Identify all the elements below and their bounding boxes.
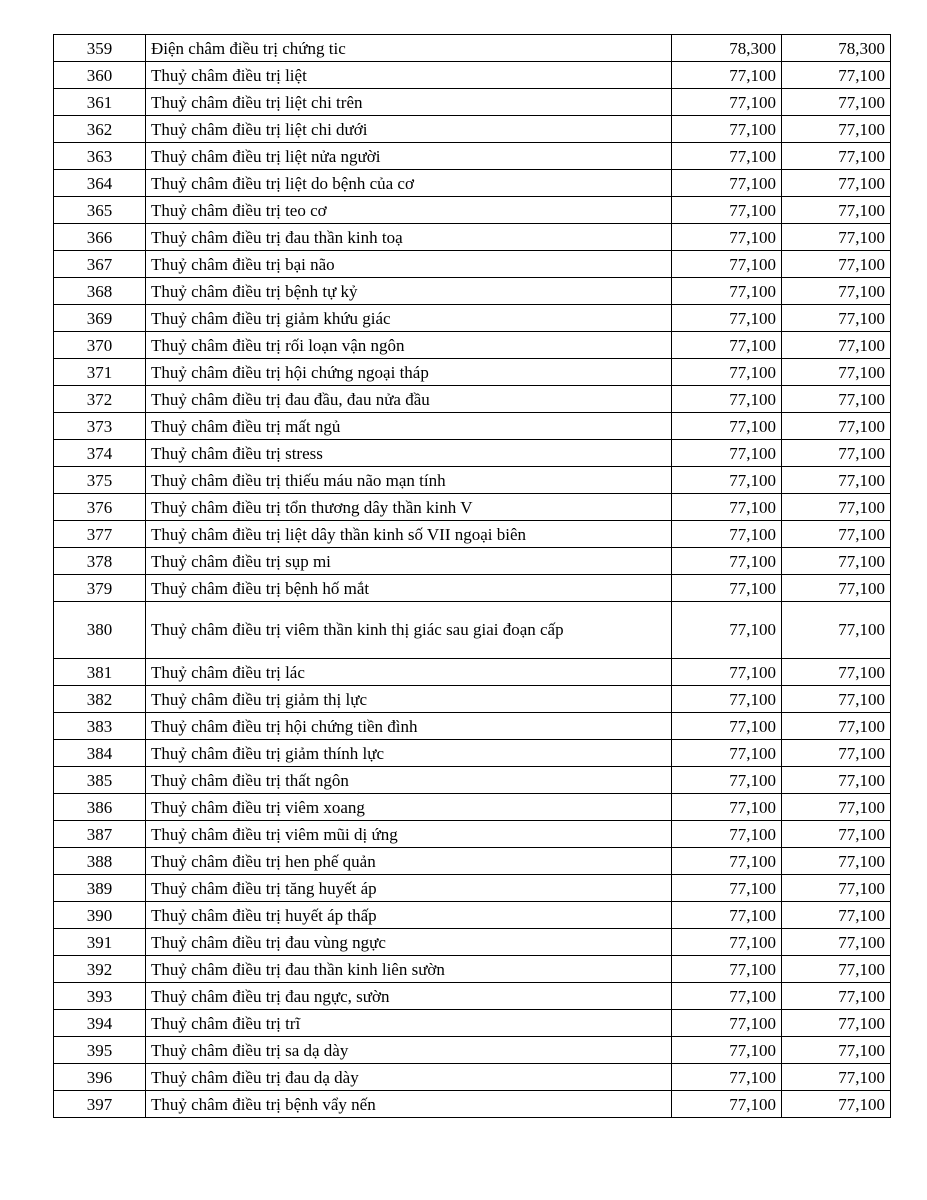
service-name-cell: Thuỷ châm điều trị bệnh vẩy nến [146, 1091, 672, 1118]
table-row [54, 767, 891, 794]
price-cell-2: 77,100 [782, 467, 891, 494]
price-cell-1: 77,100 [672, 494, 782, 521]
row-number-cell: 361 [54, 89, 146, 116]
price-cell-1: 77,100 [672, 305, 782, 332]
price-cell-2: 77,100 [782, 929, 891, 956]
service-name-cell: Thuỷ châm điều trị đau thần kinh toạ [146, 224, 672, 251]
price-cell-2: 77,100 [782, 386, 891, 413]
price-cell-2: 77,100 [782, 143, 891, 170]
price-cell-2: 77,100 [782, 170, 891, 197]
table-row [54, 1010, 891, 1037]
service-name-cell: Thuỷ châm điều trị thất ngôn [146, 767, 672, 794]
price-cell-1: 77,100 [672, 224, 782, 251]
price-cell-1: 77,100 [672, 278, 782, 305]
price-cell-2: 77,100 [782, 305, 891, 332]
price-cell-1: 77,100 [672, 359, 782, 386]
price-cell-1: 77,100 [672, 62, 782, 89]
price-cell-1: 77,100 [672, 602, 782, 659]
price-cell-2: 78,300 [782, 35, 891, 62]
price-cell-2: 77,100 [782, 740, 891, 767]
service-name-cell: Thuỷ châm điều trị liệt nửa người [146, 143, 672, 170]
price-cell-2: 77,100 [782, 224, 891, 251]
row-number-cell: 393 [54, 983, 146, 1010]
service-name-cell: Thuỷ châm điều trị đau thần kinh liên sườn [146, 956, 672, 983]
service-name-cell: Thuỷ châm điều trị tăng huyết áp [146, 875, 672, 902]
row-number-cell: 382 [54, 686, 146, 713]
row-number-cell: 372 [54, 386, 146, 413]
row-number-cell: 374 [54, 440, 146, 467]
price-cell-2: 77,100 [782, 575, 891, 602]
price-cell-2: 77,100 [782, 548, 891, 575]
service-name-cell: Thuỷ châm điều trị huyết áp thấp [146, 902, 672, 929]
price-cell-1: 77,100 [672, 440, 782, 467]
table-row [54, 686, 891, 713]
price-cell-1: 77,100 [672, 875, 782, 902]
service-name-cell: Thuỷ châm điều trị liệt dây thần kinh số VII ngoại biên [146, 521, 672, 548]
service-name-cell: Thuỷ châm điều trị bệnh hố mắt [146, 575, 672, 602]
row-number-cell: 375 [54, 467, 146, 494]
table-row [54, 602, 891, 659]
service-name-cell: Thuỷ châm điều trị viêm thần kinh thị giác sau giai đoạn cấp [146, 602, 672, 659]
price-cell-1: 77,100 [672, 713, 782, 740]
row-number-cell: 371 [54, 359, 146, 386]
service-name-cell: Thuỷ châm điều trị giảm thị lực [146, 686, 672, 713]
row-number-cell: 366 [54, 224, 146, 251]
price-cell-2: 77,100 [782, 440, 891, 467]
table-row [54, 62, 891, 89]
price-cell-1: 77,100 [672, 332, 782, 359]
table-row [54, 575, 891, 602]
service-name-cell: Thuỷ châm điều trị sa dạ dày [146, 1037, 672, 1064]
table-row [54, 929, 891, 956]
price-cell-2: 77,100 [782, 521, 891, 548]
row-number-cell: 378 [54, 548, 146, 575]
row-number-cell: 397 [54, 1091, 146, 1118]
price-cell-2: 77,100 [782, 713, 891, 740]
price-cell-2: 77,100 [782, 1037, 891, 1064]
service-name-cell: Thuỷ châm điều trị teo cơ [146, 197, 672, 224]
row-number-cell: 360 [54, 62, 146, 89]
price-cell-2: 77,100 [782, 89, 891, 116]
table-row [54, 170, 891, 197]
service-name-cell: Thuỷ châm điều trị viêm xoang [146, 794, 672, 821]
service-name-cell: Điện châm điều trị chứng tic [146, 35, 672, 62]
service-name-cell: Thuỷ châm điều trị stress [146, 440, 672, 467]
row-number-cell: 363 [54, 143, 146, 170]
row-number-cell: 395 [54, 1037, 146, 1064]
price-cell-1: 77,100 [672, 1010, 782, 1037]
row-number-cell: 364 [54, 170, 146, 197]
price-cell-2: 77,100 [782, 848, 891, 875]
price-cell-2: 77,100 [782, 359, 891, 386]
service-name-cell: Thuỷ châm điều trị đau đầu, đau nửa đầu [146, 386, 672, 413]
table-row [54, 116, 891, 143]
price-table [53, 34, 891, 1118]
price-cell-1: 77,100 [672, 413, 782, 440]
table-row [54, 821, 891, 848]
row-number-cell: 381 [54, 659, 146, 686]
row-number-cell: 385 [54, 767, 146, 794]
table-row [54, 332, 891, 359]
row-number-cell: 362 [54, 116, 146, 143]
row-number-cell: 373 [54, 413, 146, 440]
service-name-cell: Thuỷ châm điều trị liệt chi dưới [146, 116, 672, 143]
row-number-cell: 387 [54, 821, 146, 848]
price-cell-1: 77,100 [672, 956, 782, 983]
table-row [54, 659, 891, 686]
row-number-cell: 384 [54, 740, 146, 767]
price-cell-1: 77,100 [672, 116, 782, 143]
price-cell-1: 77,100 [672, 1091, 782, 1118]
price-cell-2: 77,100 [782, 494, 891, 521]
price-cell-1: 77,100 [672, 929, 782, 956]
service-name-cell: Thuỷ châm điều trị tổn thương dây thần kinh V [146, 494, 672, 521]
service-name-cell: Thuỷ châm điều trị liệt chi trên [146, 89, 672, 116]
row-number-cell: 370 [54, 332, 146, 359]
price-cell-2: 77,100 [782, 116, 891, 143]
table-row [54, 143, 891, 170]
service-name-cell: Thuỷ châm điều trị mất ngủ [146, 413, 672, 440]
price-cell-1: 77,100 [672, 386, 782, 413]
price-cell-1: 77,100 [672, 902, 782, 929]
table-row [54, 251, 891, 278]
service-name-cell: Thuỷ châm điều trị liệt do bệnh của cơ [146, 170, 672, 197]
table-row [54, 983, 891, 1010]
service-name-cell: Thuỷ châm điều trị viêm mũi dị ứng [146, 821, 672, 848]
price-cell-2: 77,100 [782, 251, 891, 278]
price-cell-2: 77,100 [782, 1064, 891, 1091]
price-cell-1: 77,100 [672, 467, 782, 494]
table-row [54, 548, 891, 575]
price-cell-1: 77,100 [672, 686, 782, 713]
table-row [54, 794, 891, 821]
service-name-cell: Thuỷ châm điều trị hội chứng tiền đình [146, 713, 672, 740]
row-number-cell: 376 [54, 494, 146, 521]
price-cell-2: 77,100 [782, 956, 891, 983]
price-cell-2: 77,100 [782, 1091, 891, 1118]
table-row [54, 956, 891, 983]
service-name-cell: Thuỷ châm điều trị đau ngực, sườn [146, 983, 672, 1010]
service-name-cell: Thuỷ châm điều trị thiếu máu não mạn tính [146, 467, 672, 494]
service-name-cell: Thuỷ châm điều trị hen phế quản [146, 848, 672, 875]
price-cell-2: 77,100 [782, 278, 891, 305]
service-name-cell: Thuỷ châm điều trị hội chứng ngoại tháp [146, 359, 672, 386]
table-row [54, 278, 891, 305]
service-name-cell: Thuỷ châm điều trị trĩ [146, 1010, 672, 1037]
price-cell-1: 77,100 [672, 575, 782, 602]
table-row [54, 494, 891, 521]
price-cell-2: 77,100 [782, 332, 891, 359]
table-row [54, 413, 891, 440]
row-number-cell: 391 [54, 929, 146, 956]
price-cell-2: 77,100 [782, 794, 891, 821]
service-name-cell: Thuỷ châm điều trị đau dạ dày [146, 1064, 672, 1091]
table-row [54, 875, 891, 902]
price-cell-2: 77,100 [782, 659, 891, 686]
table-row [54, 197, 891, 224]
price-cell-2: 77,100 [782, 767, 891, 794]
service-name-cell: Thuỷ châm điều trị giảm thính lực [146, 740, 672, 767]
price-cell-2: 77,100 [782, 413, 891, 440]
price-cell-2: 77,100 [782, 983, 891, 1010]
service-name-cell: Thuỷ châm điều trị giảm khứu giác [146, 305, 672, 332]
row-number-cell: 368 [54, 278, 146, 305]
service-name-cell: Thuỷ châm điều trị bệnh tự kỷ [146, 278, 672, 305]
price-cell-1: 77,100 [672, 848, 782, 875]
price-cell-1: 77,100 [672, 659, 782, 686]
table-row [54, 713, 891, 740]
service-name-cell: Thuỷ châm điều trị lác [146, 659, 672, 686]
row-number-cell: 392 [54, 956, 146, 983]
table-row [54, 1091, 891, 1118]
row-number-cell: 359 [54, 35, 146, 62]
price-cell-1: 77,100 [672, 197, 782, 224]
row-number-cell: 365 [54, 197, 146, 224]
table-row [54, 902, 891, 929]
table-row [54, 848, 891, 875]
price-table-body [54, 35, 891, 1118]
table-row [54, 35, 891, 62]
row-number-cell: 394 [54, 1010, 146, 1037]
table-row [54, 1064, 891, 1091]
service-name-cell: Thuỷ châm điều trị bại não [146, 251, 672, 278]
price-cell-2: 77,100 [782, 902, 891, 929]
price-cell-2: 77,100 [782, 686, 891, 713]
table-row [54, 440, 891, 467]
row-number-cell: 390 [54, 902, 146, 929]
row-number-cell: 380 [54, 602, 146, 659]
table-row [54, 386, 891, 413]
price-cell-2: 77,100 [782, 875, 891, 902]
price-cell-2: 77,100 [782, 197, 891, 224]
price-cell-1: 77,100 [672, 89, 782, 116]
row-number-cell: 383 [54, 713, 146, 740]
service-name-cell: Thuỷ châm điều trị sụp mi [146, 548, 672, 575]
price-cell-2: 77,100 [782, 62, 891, 89]
price-cell-1: 77,100 [672, 143, 782, 170]
price-cell-1: 77,100 [672, 821, 782, 848]
price-cell-1: 77,100 [672, 521, 782, 548]
row-number-cell: 386 [54, 794, 146, 821]
service-name-cell: Thuỷ châm điều trị liệt [146, 62, 672, 89]
table-row [54, 521, 891, 548]
row-number-cell: 379 [54, 575, 146, 602]
row-number-cell: 389 [54, 875, 146, 902]
table-row [54, 359, 891, 386]
table-row [54, 467, 891, 494]
price-cell-1: 77,100 [672, 548, 782, 575]
row-number-cell: 396 [54, 1064, 146, 1091]
table-row [54, 740, 891, 767]
row-number-cell: 377 [54, 521, 146, 548]
row-number-cell: 369 [54, 305, 146, 332]
price-cell-1: 77,100 [672, 170, 782, 197]
table-row [54, 305, 891, 332]
price-cell-1: 77,100 [672, 1064, 782, 1091]
price-cell-2: 77,100 [782, 821, 891, 848]
price-cell-1: 77,100 [672, 251, 782, 278]
row-number-cell: 367 [54, 251, 146, 278]
service-name-cell: Thuỷ châm điều trị đau vùng ngực [146, 929, 672, 956]
table-row [54, 89, 891, 116]
price-cell-1: 77,100 [672, 740, 782, 767]
row-number-cell: 388 [54, 848, 146, 875]
table-row [54, 1037, 891, 1064]
price-cell-1: 77,100 [672, 767, 782, 794]
service-name-cell: Thuỷ châm điều trị rối loạn vận ngôn [146, 332, 672, 359]
price-cell-2: 77,100 [782, 1010, 891, 1037]
price-cell-1: 77,100 [672, 1037, 782, 1064]
price-cell-1: 77,100 [672, 794, 782, 821]
table-row [54, 224, 891, 251]
price-cell-1: 78,300 [672, 35, 782, 62]
price-cell-1: 77,100 [672, 983, 782, 1010]
price-cell-2: 77,100 [782, 602, 891, 659]
